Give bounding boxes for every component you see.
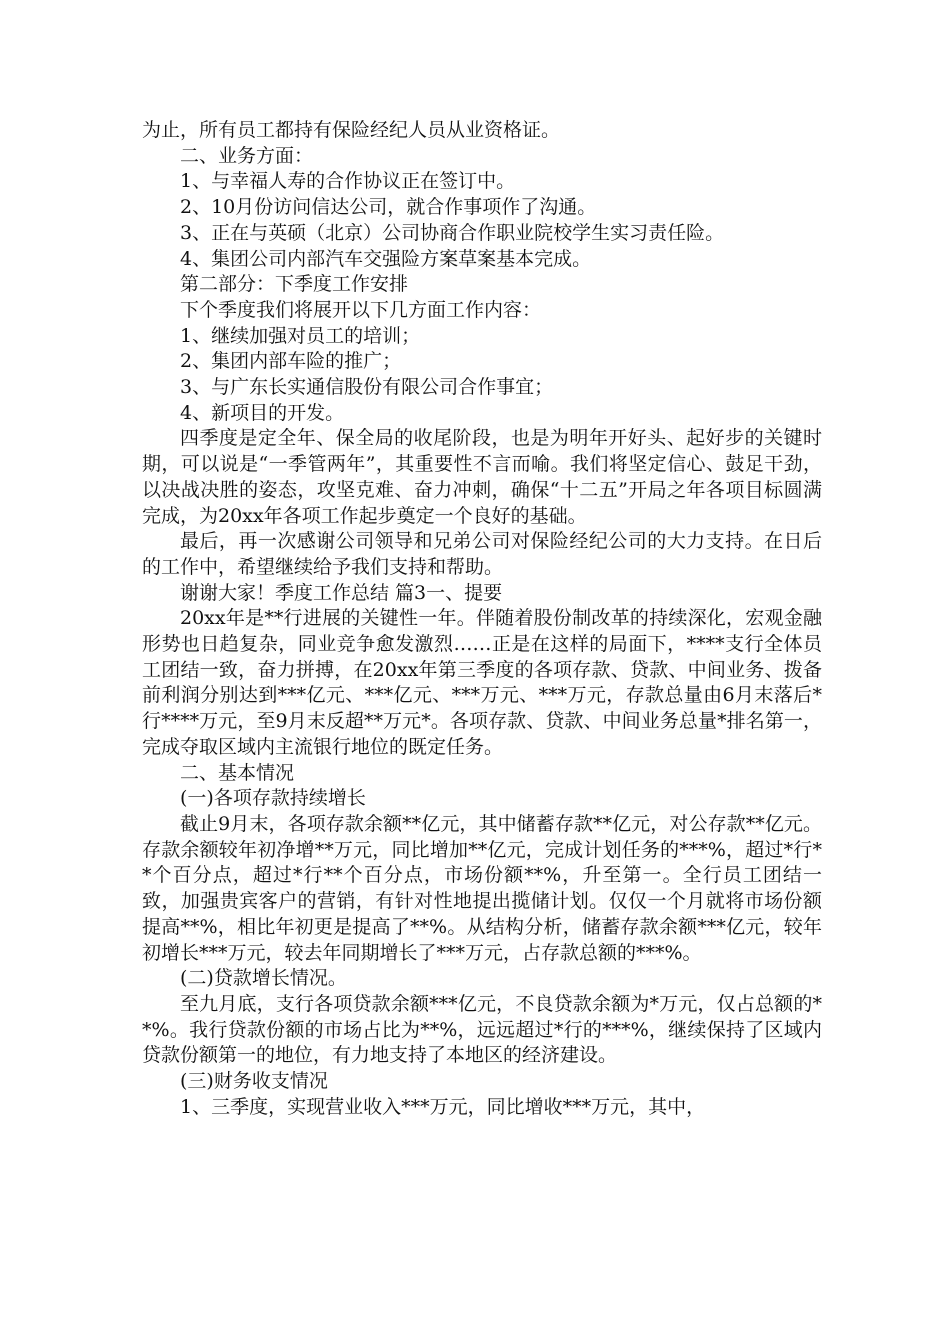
section-heading: 二、基本情况 <box>180 761 295 784</box>
list-item: 2、10月份访问信达公司，就合作事项作了沟通。 <box>180 196 597 219</box>
section-heading: 第二部分：下季度工作安排 <box>180 273 409 296</box>
subsection-heading: (一)各项存款持续增长 <box>180 787 366 810</box>
paragraph: 至九月底，支行各项贷款余额***亿元，不良贷款余额为*万元，仅占总额的**%。我行贷款份额的市场占比为**%，远远超过*行的***%，继续保持了区域内贷款份额第一的地位，有力地支持了本地区的经济建设。 <box>142 992 822 1067</box>
paragraph: 20xx年是**行进展的关键性一年。伴随着股份制改革的持续深化，宏观金融形势也日趋复杂，同业竞争愈发激烈……正是在这样的局面下，****支行全体员工团结一致，奋力拼搏，在20xx年第三季度的各项存款、贷款、中间业务、拨备前利润分别达到***亿元、***亿元、***万元、***万元，存款总量由6月末落后*行****万元，至9月末反超**万元*。各项存款、贷款、中间业务总量*排名第一，完成夺取区域内主流银行地位的既定任务。 <box>142 607 822 758</box>
paragraph: 四季度是定全年、保全局的收尾阶段，也是为明年开好头、起好步的关键时期，可以说是“一季管两年”，其重要性不言而喻。我们将坚定信心、鼓足干劲，以决战决胜的姿态，攻坚克难、奋力冲刺，确保“十二五”开局之年各项目标圆满完成，为20xx年各项工作起步奠定一个良好的基础。 <box>142 427 822 527</box>
list-item: 2、集团内部车险的推广； <box>180 350 402 373</box>
paragraph-continuation: 为止，所有员工都持有保险经纪人员从业资格证。 <box>142 119 561 141</box>
subsection-heading: (二)贷款增长情况。 <box>180 967 347 990</box>
list-item: 4、新项目的开发。 <box>180 401 345 424</box>
paragraph: 最后，再一次感谢公司领导和兄弟公司对保险经纪公司的大力支持。在日后的工作中，希望继续给予我们支持和帮助。 <box>142 530 822 578</box>
document-body <box>142 118 822 1120</box>
list-item: 3、与广东长实通信股份有限公司合作事宜； <box>180 376 554 399</box>
paragraph: 1、三季度，实现营业收入***万元，同比增收***万元，其中， <box>180 1095 706 1118</box>
list-item: 1、与幸福人寿的合作协议正在签订中。 <box>180 170 516 193</box>
heading-business: 二、业务方面： <box>180 144 314 167</box>
paragraph: 谢谢大家！季度工作总结 篇3一、提要 <box>180 581 503 604</box>
list-item: 3、正在与英硕（北京）公司协商合作职业院校学生实习责任险。 <box>180 221 725 244</box>
list-item: 1、继续加强对员工的培训； <box>180 324 421 347</box>
paragraph: 下个季度我们将展开以下几方面工作内容： <box>180 298 542 321</box>
paragraph: 截止9月末，各项存款余额**亿元，其中储蓄存款**亿元，对公存款**亿元。存款余额较年初净增**万元，同比增加**亿元，完成计划任务的***%，超过*行**个百分点，超过*行**个百分点，市场份额**%，升至第一。全行员工团结一致，加强贵宾客户的营销，有针对性地提出揽储计划。仅仅一个月就将市场份额提高**%，相比年初更是提高了**%。从结构分析，储蓄存款余额***亿元，较年初增长***万元，较去年同期增长了***万元，占存款总额的***%。 <box>142 812 822 964</box>
list-item: 4、集团公司内部汽车交强险方案草案基本完成。 <box>180 247 592 270</box>
subsection-heading: (三)财务收支情况 <box>180 1070 328 1093</box>
